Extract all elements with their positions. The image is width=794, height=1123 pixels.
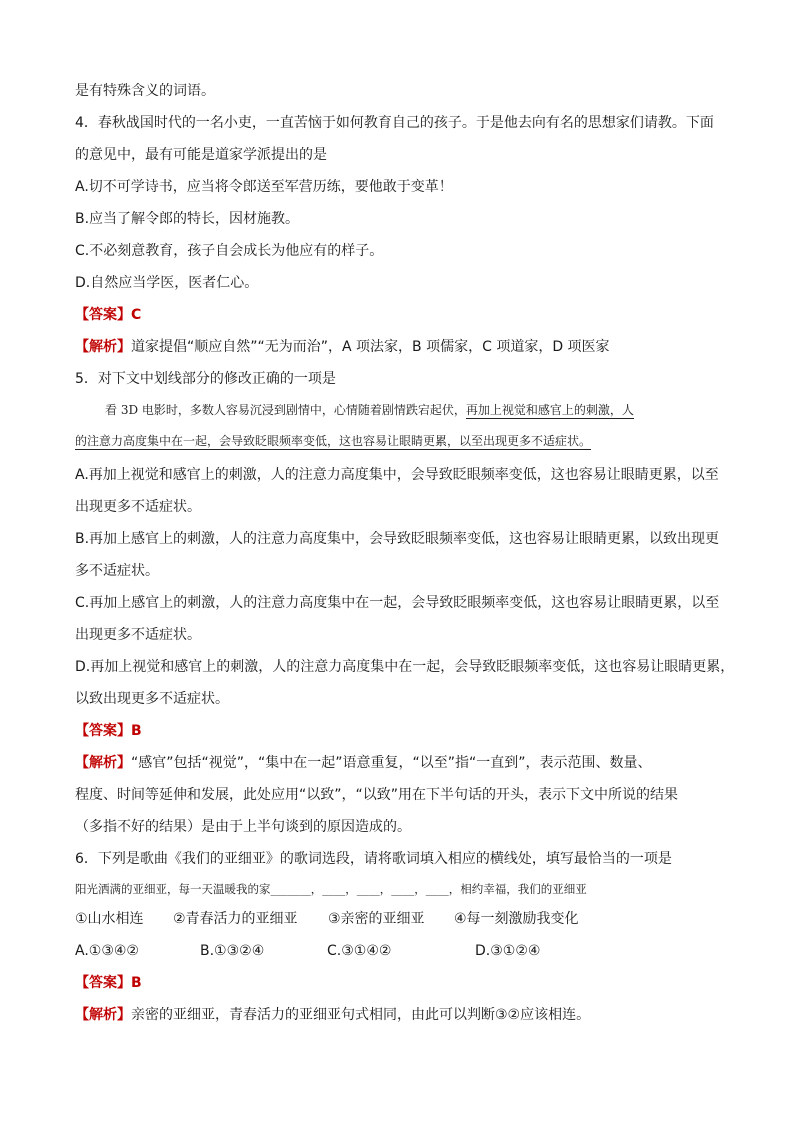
q6-analysis: [75, 1005, 590, 1025]
q6-answer-label: 【答案】: [75, 975, 131, 991]
q5-answer-label: 【答案】: [75, 723, 131, 739]
q4-answer-value: C: [131, 307, 142, 323]
q6-item-2: ②青春活力的亚细亚: [173, 911, 298, 927]
q6-item-3: ③亲密的亚细亚: [328, 911, 425, 927]
q4-analysis: [75, 337, 610, 357]
q5-option-d-line-2: 以致出现更多不适症状。: [75, 691, 229, 707]
q4-analysis-label: 【解析】: [75, 339, 131, 355]
q4-option-a: A.切不可学诗书，应当将令郎送至军营历练，要他敢于变革！: [75, 179, 453, 195]
q5-analysis-line-3: （多指不好的结果）是由于上半句谈到的原因造成的。: [75, 819, 411, 835]
q5-passage-underlined-2: 的注意力高度集中在一起，会导致眨眼频率变低，这也容易让眼睛更累，以至出现更多不适症状。: [75, 434, 592, 448]
q4-option-b: B.应当了解令郎的特长，因材施教。: [75, 211, 300, 227]
q5-option-a-line-1: A.再加上视觉和感官上的刺激，人的注意力高度集中，会导致眨眼频率变低，这也容易让眼睛更累，以至: [75, 467, 719, 483]
q4-option-d: D.自然应当学医，医者仁心。: [75, 275, 259, 291]
q4-analysis-text: 道家提倡“顺应自然”“无为而治”，A 项法家，B 项儒家，C 项道家，D 项医家: [131, 339, 610, 355]
q6-choice-b: B.①③②④: [200, 943, 265, 959]
q5-passage-line-2: [75, 432, 591, 450]
q4-stem-line-2: 的意见中，最有可能是道家学派提出的是: [75, 147, 327, 163]
q4-stem-line-1: 4．春秋战国时代的一名小吏，一直苦恼于如何教育自己的孩子。于是他去向有名的思想家们请教。下面: [75, 115, 714, 131]
q5-option-b-line-2: 多不适症状。: [75, 563, 159, 579]
q4-answer-label: 【答案】: [75, 307, 131, 323]
q5-analysis-line-1: [75, 753, 652, 773]
q5-option-c-line-1: C.再加上感官上的刺激，人的注意力高度集中在一起，会导致眨眼频率变低，这也容易让眼睛更累，以至: [75, 595, 720, 611]
q5-analysis-line-2: 程度、时间等延伸和发展，此处应用“以致”，“以致”用在下半句话的开头，表示下文中所说的结果: [75, 787, 679, 803]
q6-answer: [75, 973, 142, 993]
continuation-text: 是有特殊含义的词语。: [75, 83, 215, 99]
q6-stem: 6．下列是歌曲《我们的亚细亚》的歌词选段，请将歌词填入相应的横线处，填写最恰当的一项是: [75, 851, 672, 867]
q6-lyrics: 阳光洒满的亚细亚，每一天温暖我的家_______，____，____，____，____，相约幸福，我们的亚细亚: [75, 882, 587, 896]
q4-option-c: C.不必刻意教育，孩子自会成长为他应有的样子。: [75, 243, 384, 259]
q6-choice-d: D.③①②④: [475, 943, 541, 959]
q5-answer-value: B: [131, 723, 142, 739]
q6-item-1: ①山水相连: [75, 911, 144, 927]
q6-item-4: ④每一刻激励我变化: [454, 911, 579, 927]
q5-analysis-text-1: “感官”包括“视觉”，“集中在一起”语意重复，“以至”指“一直到”，表示范围、数量、: [131, 755, 652, 771]
q5-answer: [75, 721, 142, 741]
q5-passage-underlined-1: 再加上视觉和感官上的刺激，人: [465, 403, 634, 417]
q5-option-c-line-2: 出现更多不适症状。: [75, 627, 201, 643]
q6-choice-c: C.③①④②: [327, 943, 392, 959]
q5-option-a-line-2: 出现更多不适症状。: [75, 499, 201, 515]
q6-choice-a: A.①③④②: [75, 943, 139, 959]
q6-analysis-text: 亲密的亚细亚，青春活力的亚细亚句式相同，由此可以判断③②应该相连。: [131, 1007, 591, 1023]
q5-stem: 5．对下文中划线部分的修改正确的一项是: [75, 371, 336, 387]
q5-analysis-label: 【解析】: [75, 755, 131, 771]
q5-option-b-line-1: B.再加上感官上的刺激，人的注意力高度集中，会导致眨眼频率变低，这也容易让眼睛更累，以致出现更: [75, 531, 720, 547]
q4-answer: [75, 305, 141, 325]
q5-passage-line-1: [105, 401, 634, 419]
q6-analysis-label: 【解析】: [75, 1007, 131, 1023]
q5-option-d-line-1: D.再加上视觉和感官上的刺激，人的注意力高度集中在一起，会导致眨眼频率变低，这也容易让眼睛更累，: [75, 659, 735, 675]
q6-answer-value: B: [131, 975, 142, 991]
q5-passage-plain: 看 3D 电影时，多数人容易沉浸到剧情中，心情随着剧情跌宕起伏，: [105, 403, 466, 417]
